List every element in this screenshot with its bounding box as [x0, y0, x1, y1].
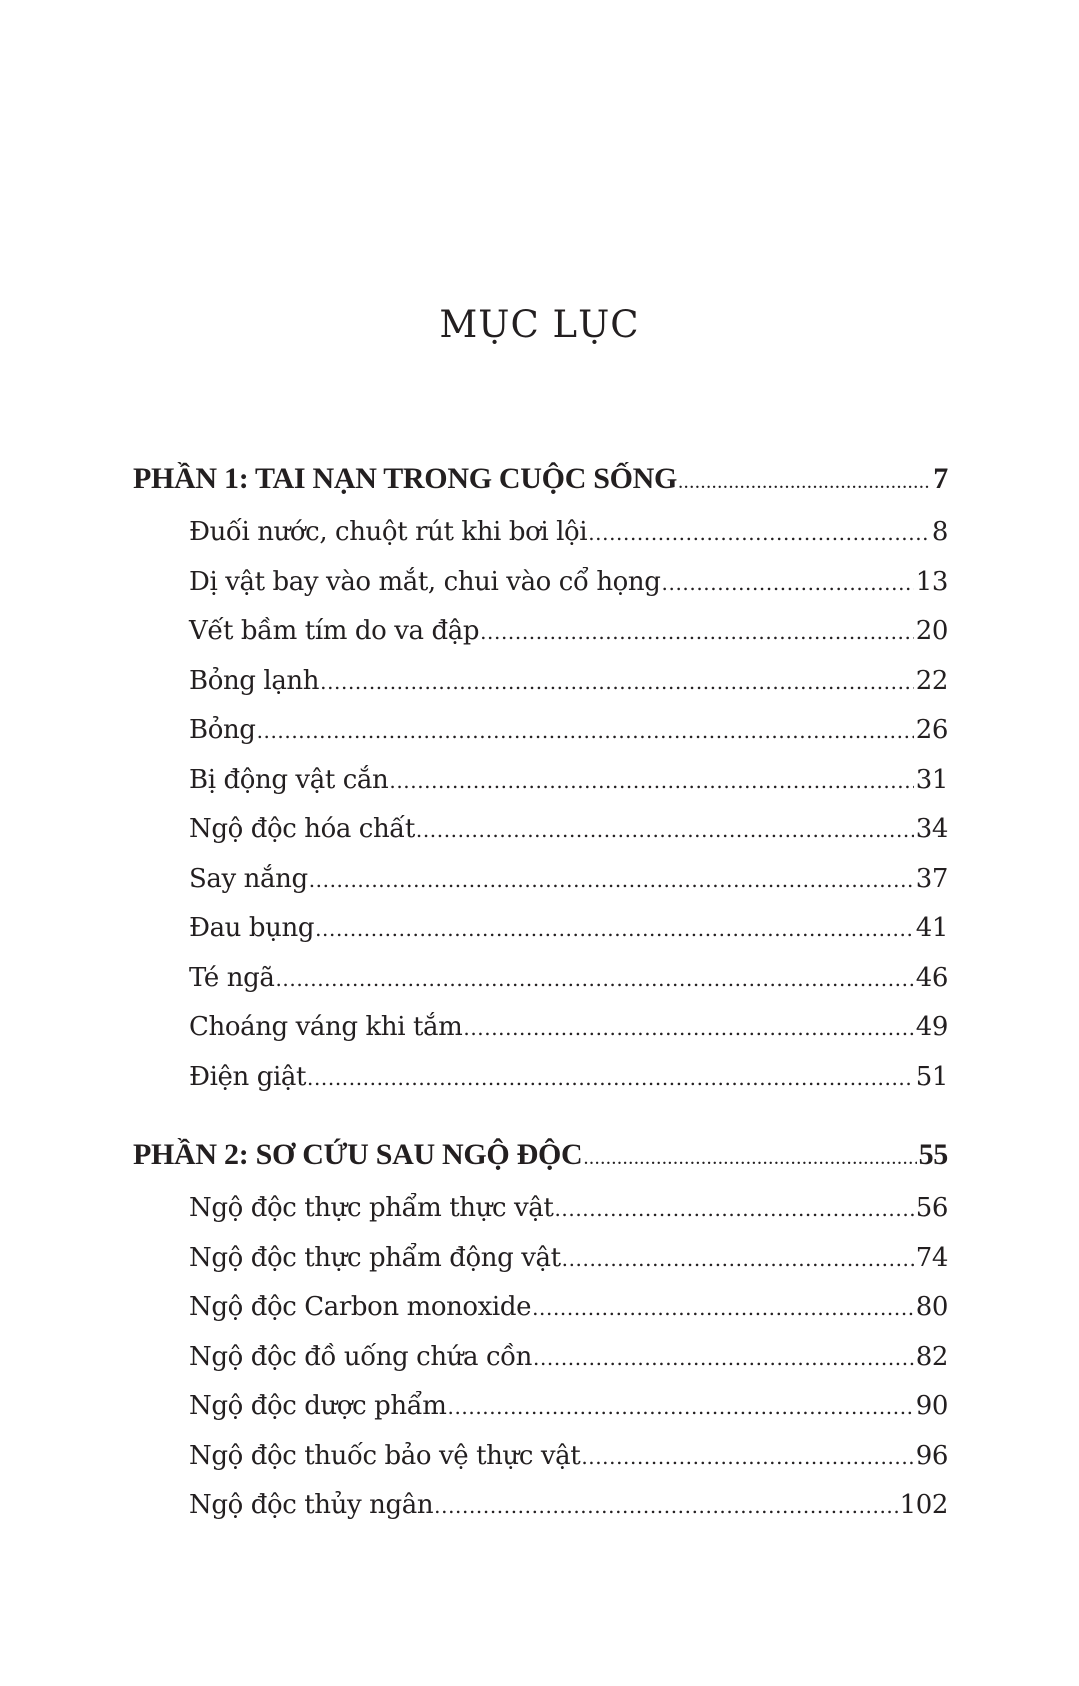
toc-leader-dots: [533, 1346, 914, 1370]
toc-leader-dots: [447, 1395, 913, 1419]
toc-entry[interactable]: [133, 1490, 948, 1540]
toc-entry[interactable]: [133, 1193, 948, 1243]
toc-part-label: PHẦN 2: SƠ CỨU SAU NGỘ ĐỘC: [133, 1138, 583, 1171]
toc-page-number: 20: [915, 616, 948, 646]
toc-entry[interactable]: [133, 1062, 948, 1112]
toc-entry[interactable]: [133, 963, 948, 1013]
table-of-contents: [133, 462, 948, 1540]
toc-page-number: 49: [915, 1012, 948, 1042]
toc-leader-dots: [275, 967, 913, 991]
toc-entry[interactable]: [133, 715, 948, 765]
toc-page-number: 90: [915, 1391, 948, 1421]
toc-page-number: 31: [915, 764, 948, 795]
toc-leader-dots: [554, 1197, 913, 1221]
toc-leader-dots: [307, 1066, 914, 1090]
toc-entry[interactable]: [133, 765, 948, 815]
toc-entry[interactable]: [133, 1391, 948, 1441]
toc-leader-dots: [309, 868, 914, 892]
toc-page-number: 46: [915, 962, 948, 993]
toc-entry[interactable]: [133, 1441, 948, 1491]
toc-entry[interactable]: [133, 1012, 948, 1062]
toc-page-number: 13: [915, 566, 948, 597]
toc-leader-dots: [389, 769, 913, 793]
toc-entry-label: Bỏng lạnh: [189, 665, 320, 696]
toc-entry-label: Ngộ độc Carbon monoxide: [189, 1292, 532, 1322]
toc-entry-label: Dị vật bay vào mắt, chui vào cổ họng: [189, 566, 661, 597]
toc-page-number: 55: [918, 1138, 948, 1171]
toc-page-number: 41: [915, 913, 948, 943]
toc-entry-label: Choáng váng khi tắm: [189, 1012, 463, 1042]
toc-part-1: [133, 462, 948, 1111]
toc-leader-dots: [532, 1296, 914, 1320]
toc-page-number: 96: [915, 1440, 948, 1471]
toc-leader-dots: [678, 471, 931, 494]
toc-page-number: 7: [933, 462, 948, 495]
toc-entry[interactable]: [133, 913, 948, 963]
toc-entry-label: Đau bụng: [189, 913, 315, 943]
toc-page-number: 82: [915, 1341, 948, 1372]
toc-page-number: 34: [915, 814, 948, 844]
toc-entry[interactable]: [133, 567, 948, 617]
toc-leader-dots: [588, 521, 930, 545]
toc-page-number: 74: [915, 1242, 948, 1273]
toc-entry[interactable]: [133, 517, 948, 567]
toc-page-number: 37: [915, 863, 948, 894]
toc-leader-dots: [257, 719, 914, 743]
toc-entry-label: Say nắng: [189, 863, 308, 894]
toc-leader-dots: [662, 571, 914, 595]
toc-leader-dots: [583, 1147, 916, 1170]
toc-part-label: PHẦN 1: TAI NẠN TRONG CUỘC SỐNG: [133, 462, 678, 495]
toc-entry[interactable]: [133, 666, 948, 716]
toc-entry[interactable]: [133, 1243, 948, 1293]
toc-leader-dots: [320, 670, 914, 694]
toc-entry-label: Bị động vật cắn: [189, 764, 389, 795]
page-title: MỤC LỤC: [439, 303, 640, 346]
toc-entry-label: Té ngã: [189, 962, 275, 993]
toc-page-number: 22: [915, 665, 948, 696]
toc-part-heading[interactable]: [133, 1138, 948, 1193]
toc-entry-label: Ngộ độc đồ uống chứa cồn: [189, 1341, 532, 1372]
toc-part-2: [133, 1138, 948, 1540]
toc-leader-dots: [463, 1016, 913, 1040]
toc-entry-label: Ngộ độc thực phẩm động vật: [189, 1242, 561, 1273]
toc-part-heading[interactable]: [133, 462, 948, 517]
toc-entry[interactable]: [133, 814, 948, 864]
toc-entry[interactable]: [133, 1342, 948, 1392]
toc-leader-dots: [562, 1247, 914, 1271]
toc-leader-dots: [416, 818, 914, 842]
toc-entry-label: Ngộ độc thực phẩm thực vật: [189, 1193, 554, 1223]
toc-entry[interactable]: [133, 864, 948, 914]
toc-leader-dots: [315, 917, 914, 941]
toc-page-number: 56: [915, 1193, 948, 1223]
toc-entry-label: Điện giật: [189, 1061, 307, 1092]
toc-page-number: 8: [931, 517, 948, 547]
toc-entry-label: Đuối nước, chuột rút khi bơi lội: [189, 517, 588, 547]
toc-page-number: 80: [915, 1292, 948, 1322]
toc-leader-dots: [434, 1494, 897, 1518]
toc-entry-label: Ngộ độc thuốc bảo vệ thực vật: [189, 1440, 581, 1471]
toc-entry[interactable]: [133, 1292, 948, 1342]
toc-entry-label: Ngộ độc thủy ngân: [189, 1490, 434, 1520]
toc-page-number: 26: [915, 715, 948, 745]
toc-page-number: 51: [915, 1061, 948, 1092]
toc-leader-dots: [581, 1445, 913, 1469]
toc-entry-label: Ngộ độc hóa chất: [189, 814, 415, 844]
toc-page-number: 102: [899, 1490, 948, 1520]
toc-entry[interactable]: [133, 616, 948, 666]
toc-entry-label: Ngộ độc dược phẩm: [189, 1391, 447, 1421]
toc-entry-label: Bỏng: [189, 715, 256, 745]
toc-entry-label: Vết bầm tím do va đập: [189, 616, 480, 646]
toc-leader-dots: [480, 620, 914, 644]
